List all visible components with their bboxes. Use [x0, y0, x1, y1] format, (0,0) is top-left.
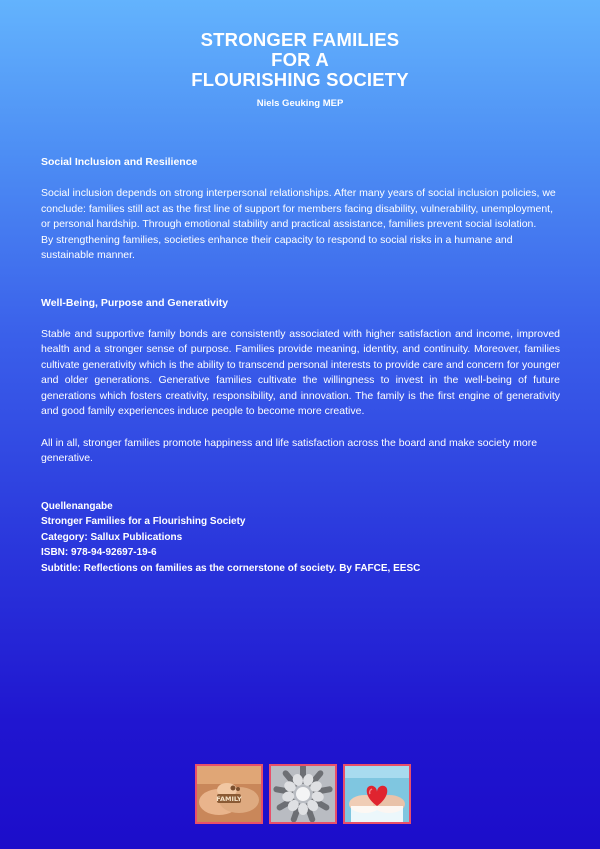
section-heading-social-inclusion: Social Inclusion and Resilience	[41, 156, 198, 168]
source-book-title: Stronger Families for a Flourishing Society	[41, 516, 246, 527]
source-label: Quellenangabe	[41, 500, 113, 512]
page-header	[0, 30, 600, 109]
source-reference	[41, 499, 560, 577]
article-body	[41, 155, 560, 576]
title-line-1: STRONGER FAMILIES	[200, 29, 400, 50]
title-line-2: FOR A	[271, 49, 329, 70]
heart-in-hands-photo[interactable]	[343, 764, 411, 824]
author-name: Niels Geuking MEP	[256, 98, 344, 109]
social-inclusion-paragraph-2: By strengthening families, societies enhance their capacity to respond to social risks in a humane and sustainable manner.	[41, 233, 513, 261]
page-title	[0, 30, 600, 90]
section-heading-well-being: Well-Being, Purpose and Generativity	[41, 296, 229, 309]
well-being-paragraph: Stable and supportive family bonds are consistently associated with higher satisfaction and income, improved health and a stronger sense of purpose. Families provide meaning, identity, and continuity. Moreover, families cultivate generativity which is the ability to transcend personal interests to provide care and concern for younger and older generations. Generative families cultivate the willingness to invest in the well-being of future generations which fosters creativity, responsibility, and innovation. The family is the first engine of generativity and good family experiences induce people to become more creative.	[41, 327, 560, 417]
conclusion-paragraph: All in all, stronger families promote happiness and life satisfaction across the board and make society more generative.	[41, 436, 538, 464]
source-isbn: ISBN: 978-94-92697-19-6	[41, 547, 157, 558]
title-line-3: FLOURISHING SOCIETY	[191, 69, 409, 90]
family-hands-photo[interactable]	[195, 764, 263, 824]
source-subtitle: Subtitle: Reflections on families as the cornerstone of society. By FAFCE, EESC	[41, 562, 421, 574]
circle-of-hands-photo[interactable]	[269, 764, 337, 824]
image-gallery	[195, 764, 411, 824]
svg-text:FAMILY: FAMILY	[216, 795, 242, 803]
social-inclusion-paragraph: Social inclusion depends on strong interpersonal relationships. After many years of social inclusion policies, we conclude: families still act as the first line of support for members facing disability, vulnerability, unemployment, or personal hardship. Through emotional stability and practical assistance, families prevent social isolation.	[41, 187, 556, 230]
source-category: Category: Sallux Publications	[41, 531, 183, 543]
